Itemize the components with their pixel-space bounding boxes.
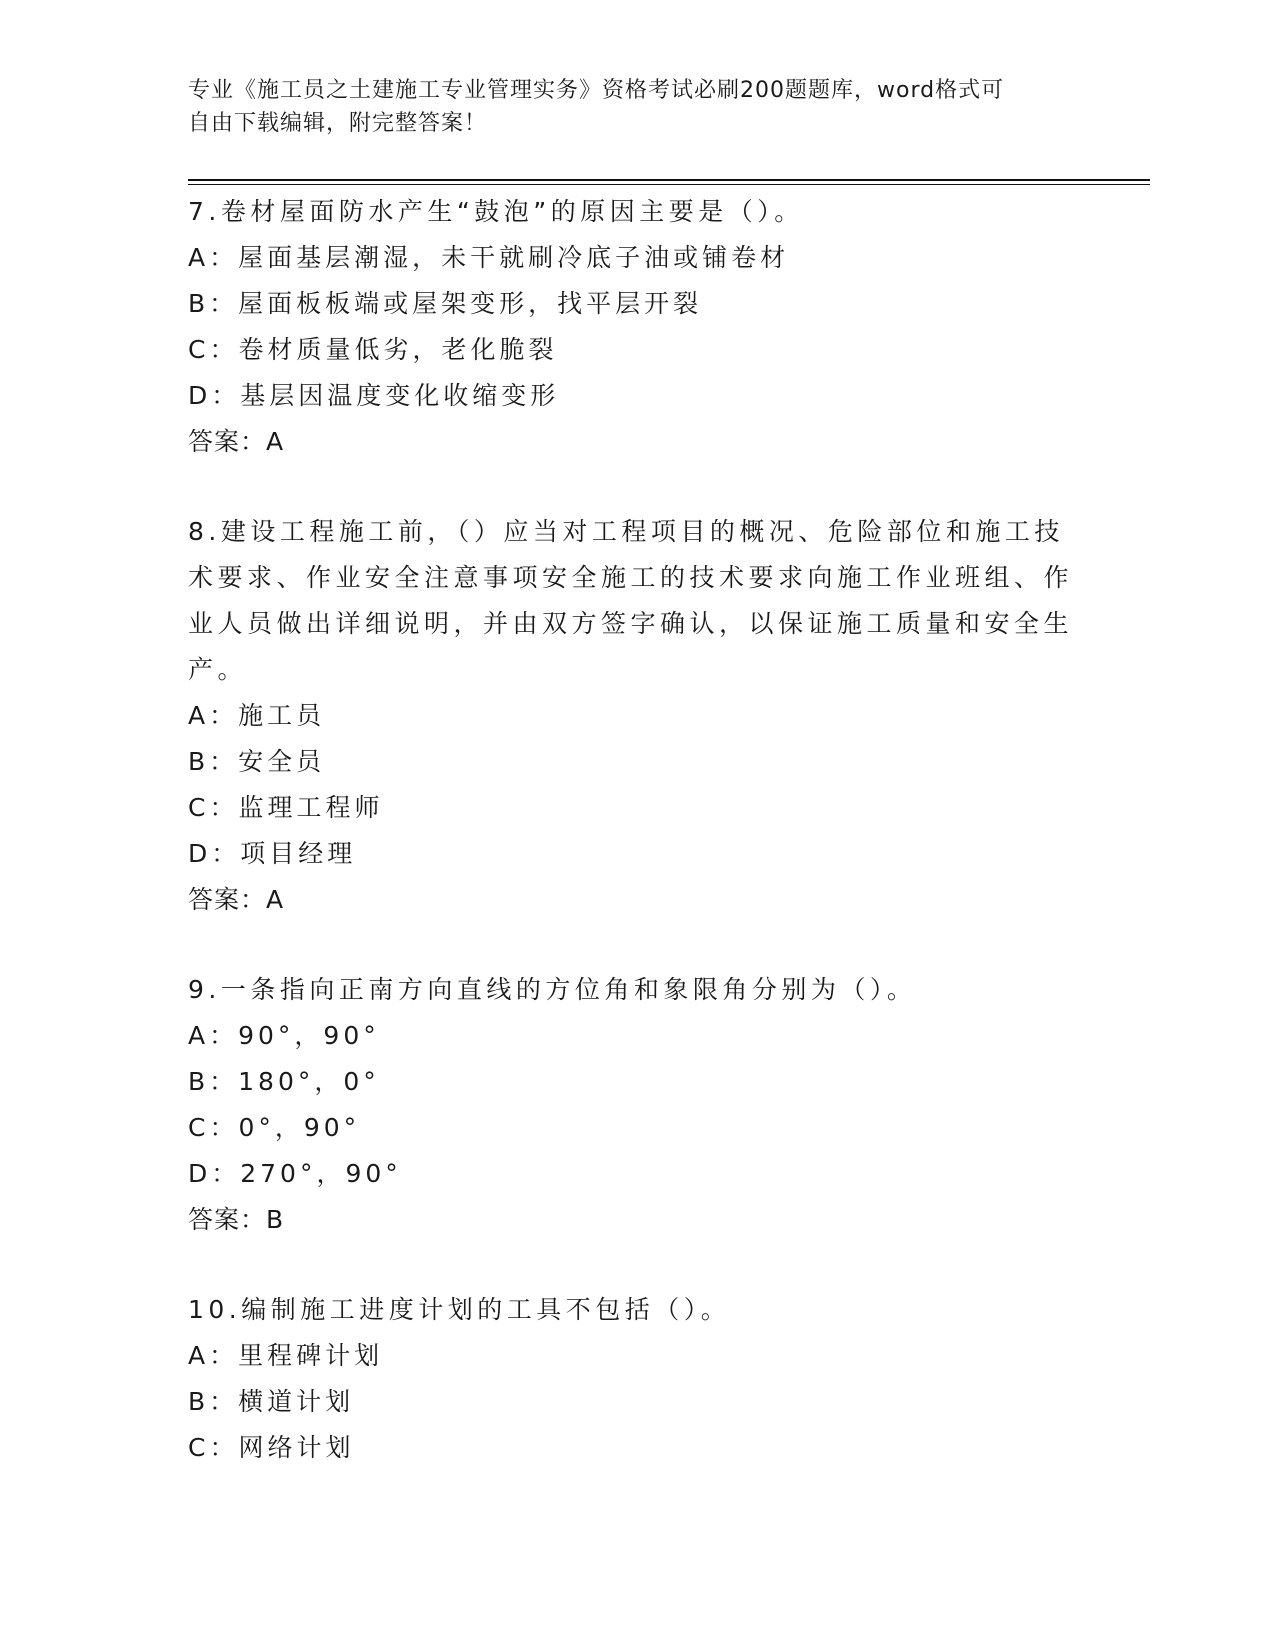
answer-line bbox=[188, 877, 1068, 923]
question-list bbox=[188, 189, 1074, 1515]
option-item: B：横道计划 bbox=[188, 1387, 355, 1416]
header-divider-thick bbox=[188, 179, 1150, 181]
option-item: B：安全员 bbox=[188, 747, 326, 776]
option-item: A：施工员 bbox=[188, 701, 326, 730]
answer-line bbox=[188, 1197, 1068, 1243]
question-stem-line: 术要求、作业安全注意事项安全施工的技术要求向施工作业班组、作 bbox=[188, 563, 1074, 592]
option-item: A：里程碑计划 bbox=[188, 1341, 384, 1370]
question-stem bbox=[188, 509, 1074, 693]
question-stem-line: 9.一条指向正南方向直线的方位角和象限角分别为（）。 bbox=[188, 975, 917, 1004]
answer-label: 答案： bbox=[188, 885, 267, 914]
option-item: A：屋面基层潮湿，未干就刷冷底子油或铺卷材 bbox=[188, 243, 790, 272]
option-item: D：项目经理 bbox=[188, 839, 357, 868]
question-stem-line: 8.建设工程施工前，（）应当对工程项目的概况、危险部位和施工技 bbox=[188, 517, 1064, 546]
option-item: C：网络计划 bbox=[188, 1433, 355, 1462]
answer-label: 答案： bbox=[188, 1205, 267, 1234]
header-line-1: 专业《施工员之土建施工专业管理实务》资格考试必刷200题题库，word格式可 bbox=[188, 78, 1005, 103]
document-header bbox=[188, 74, 1068, 140]
answer-value: A bbox=[266, 885, 285, 914]
option-item: A：90°，90° bbox=[188, 1021, 380, 1050]
question-stem-line: 产。 bbox=[188, 655, 248, 684]
answer-label: 答案： bbox=[188, 427, 267, 456]
question-stem bbox=[188, 967, 1068, 1013]
question-stem-line: 10.编制施工进度计划的工具不包括（）。 bbox=[188, 1295, 731, 1324]
header-divider-thin bbox=[188, 184, 1150, 185]
question-block bbox=[188, 1287, 1068, 1471]
option-item: C：0°，90° bbox=[188, 1113, 361, 1142]
answer-line bbox=[188, 419, 1068, 465]
question-stem-line: 业人员做出详细说明，并由双方签字确认，以保证施工质量和安全生 bbox=[188, 609, 1074, 638]
question-block bbox=[188, 967, 1068, 1243]
header-line-2: 自由下载编辑，附完整答案！ bbox=[188, 111, 488, 136]
question-stem bbox=[188, 189, 1068, 235]
option-item: D：270°，90° bbox=[188, 1159, 402, 1188]
answer-value: A bbox=[266, 427, 285, 456]
option-item: C：监理工程师 bbox=[188, 793, 384, 822]
option-item: B：屋面板板端或屋架变形，找平层开裂 bbox=[188, 289, 703, 318]
option-item: D：基层因温度变化收缩变形 bbox=[188, 381, 560, 410]
question-block bbox=[188, 509, 1074, 923]
answer-value: B bbox=[266, 1205, 285, 1234]
option-item: C：卷材质量低劣，老化脆裂 bbox=[188, 335, 558, 364]
option-item: B：180°，0° bbox=[188, 1067, 380, 1096]
question-block bbox=[188, 189, 1068, 465]
question-stem bbox=[188, 1287, 1068, 1333]
question-stem-line: 7.卷材屋面防水产生“鼓泡”的原因主要是（）。 bbox=[188, 197, 804, 226]
